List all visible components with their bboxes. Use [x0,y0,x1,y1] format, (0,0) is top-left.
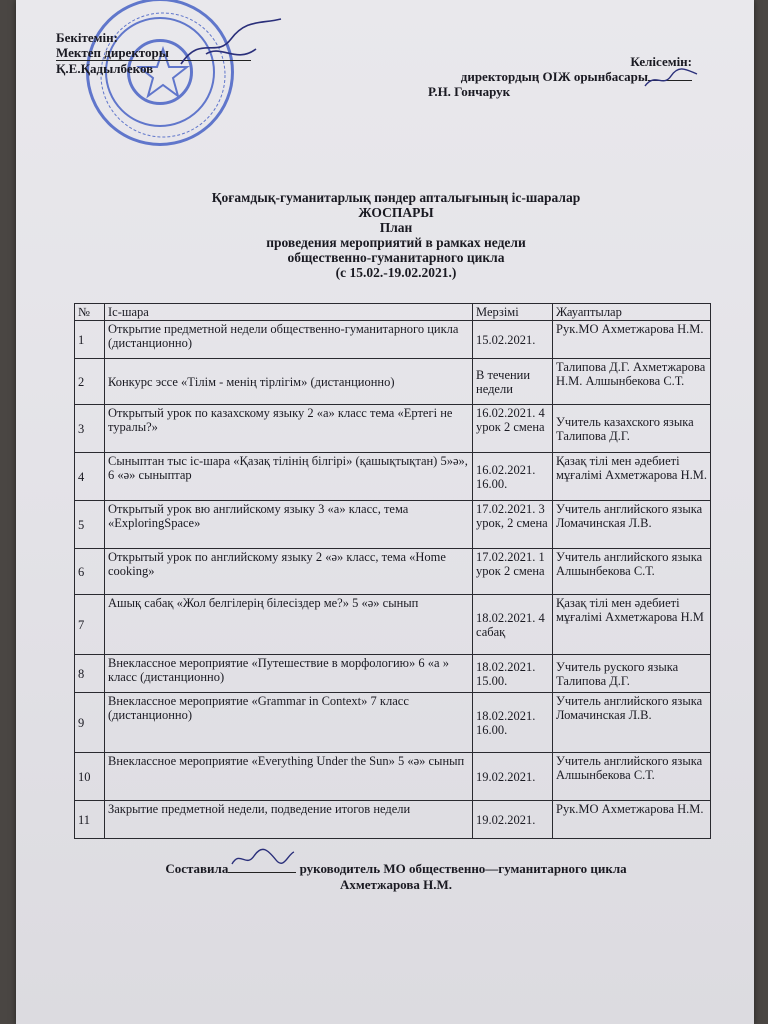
row-event: Закрытие предметной недели, подведение итогов недели [105,801,473,839]
row-number: 8 [75,655,105,693]
director-name: Қ.Е.Қадылбеков [56,61,154,76]
row-number: 7 [75,595,105,655]
row-date: 17.02.2021. 1 урок 2 смена [473,549,553,595]
table-row [75,801,711,839]
agreement-label: Келісемін: [630,54,692,69]
row-number: 1 [75,321,105,359]
row-event: Открытый урок по английскому языку 2 «ә» класс, тема «Home cooking» [105,549,473,595]
row-responsible: Учитель английского языка Алшынбекова С.Т. [553,753,711,801]
row-date: 16.02.2021. 16.00. [473,453,553,501]
row-event: Ашық сабақ «Жол белгілерің білесіздер ме?» 5 «ә» сынып [105,595,473,655]
row-date: 19.02.2021. [473,753,553,801]
row-event: Внеклассное мероприятие «Путешествие в морфологию» 6 «а » класс (дистанционно) [105,655,473,693]
table-row [75,453,711,501]
row-responsible: Учитель английского языка Алшынбекова С.Т. [553,549,711,595]
col-date: Мерзімі [473,304,553,321]
compiler-role: руководитель МО общественно—гуманитарного цикла [299,861,627,876]
row-event: Внеклассное мероприятие «Everything Under the Sun» 5 «ә» сынып [105,753,473,801]
row-responsible: Рук.МО Ахметжарова Н.М. [553,801,711,839]
title-line-5: общественно-гуманитарного цикла [287,250,505,265]
title-line-6: (с 15.02.-19.02.2021.) [335,265,457,280]
title-line-4: проведения мероприятий в рамках недели [266,235,526,250]
row-responsible: Учитель руского языка Талипова Д.Г. [553,655,711,693]
table-row [75,693,711,753]
row-number: 4 [75,453,105,501]
row-date: 18.02.2021. 16.00. [473,693,553,753]
table-row [75,549,711,595]
compiler-signature-block [116,860,676,893]
row-event: Сыныптан тыс іс-шара «Қазақ тілінің білгірі» (қашықтықтан) 5»ә», 6 «ә» сыныптар [105,453,473,501]
deputy-signature [641,66,701,92]
row-responsible: Рук.МО Ахметжарова Н.М. [553,321,711,359]
table-row [75,595,711,655]
table-row [75,655,711,693]
document-page [16,0,754,1024]
table-row [75,359,711,405]
table-row [75,405,711,453]
row-event: Конкурс эссе «Тілім - менің тірлігім» (дистанционно) [105,359,473,405]
row-event: Внеклассное мероприятие «Grammar in Context» 7 класс (дистанционно) [105,693,473,753]
row-number: 3 [75,405,105,453]
row-number: 2 [75,359,105,405]
row-number: 9 [75,693,105,753]
table-header-row [75,304,711,321]
row-responsible: Қазақ тілі мен әдебиеті мұғалімі Ахметжарова Н.М [553,595,711,655]
row-event: Открытый урок вю английскому языку 3 «а» класс, тема «ExploringSpace» [105,501,473,549]
row-responsible: Учитель английского языка Ломачинская Л.В. [553,501,711,549]
row-number: 5 [75,501,105,549]
row-number: 10 [75,753,105,801]
director-title: Мектеп директоры [56,45,251,61]
row-responsible: Учитель английского языка Ломачинская Л.В. [553,693,711,753]
row-date: 19.02.2021. [473,801,553,839]
row-responsible: Қазақ тілі мен әдебиеті мұғалімі Ахметжарова Н.М. [553,453,711,501]
row-date: 16.02.2021. 4 урок 2 смена [473,405,553,453]
table-row [75,501,711,549]
row-event: Открытый урок по казахскому языку 2 «а» класс тема «Ертегі не туралы?» [105,405,473,453]
title-line-2: ЖОСПАРЫ [358,205,434,220]
document-title [116,190,676,280]
deputy-name: Р.Н. Гончарук [428,84,511,99]
row-date: 15.02.2021. [473,321,553,359]
row-responsible: Учитель казахского языка Талипова Д.Г. [553,405,711,453]
row-date: В течении недели [473,359,553,405]
row-responsible: Талипова Д.Г. Ахметжарова Н.М. Алшынбекова С.Т. [553,359,711,405]
col-event: Іс-шара [105,304,473,321]
title-line-3: План [379,220,413,235]
row-date: 18.02.2021. 15.00. [473,655,553,693]
row-date: 18.02.2021. 4 сабақ [473,595,553,655]
table-row [75,753,711,801]
compiler-name: Ахметжарова Н.М. [339,877,453,892]
director-signature [176,14,286,74]
compiled-by-label: Составила [165,861,229,876]
row-number: 11 [75,801,105,839]
col-responsible: Жауаптылар [553,304,711,321]
row-event: Открытие предметной недели общественно-гуманитарного цикла (дистанционно) [105,321,473,359]
row-number: 6 [75,549,105,595]
row-date: 17.02.2021. 3 урок, 2 смена [473,501,553,549]
deputy-title: директордың ОІЖ орынбасары [392,69,692,84]
title-line-1: Қоғамдық-гуманитарлық пәндер апталығының іс-шаралар [211,190,581,205]
events-table [74,303,711,839]
approval-label: Бекітемін: [56,30,118,45]
table-row [75,321,711,359]
col-number: № [75,304,105,321]
compiler-signature [228,860,296,873]
